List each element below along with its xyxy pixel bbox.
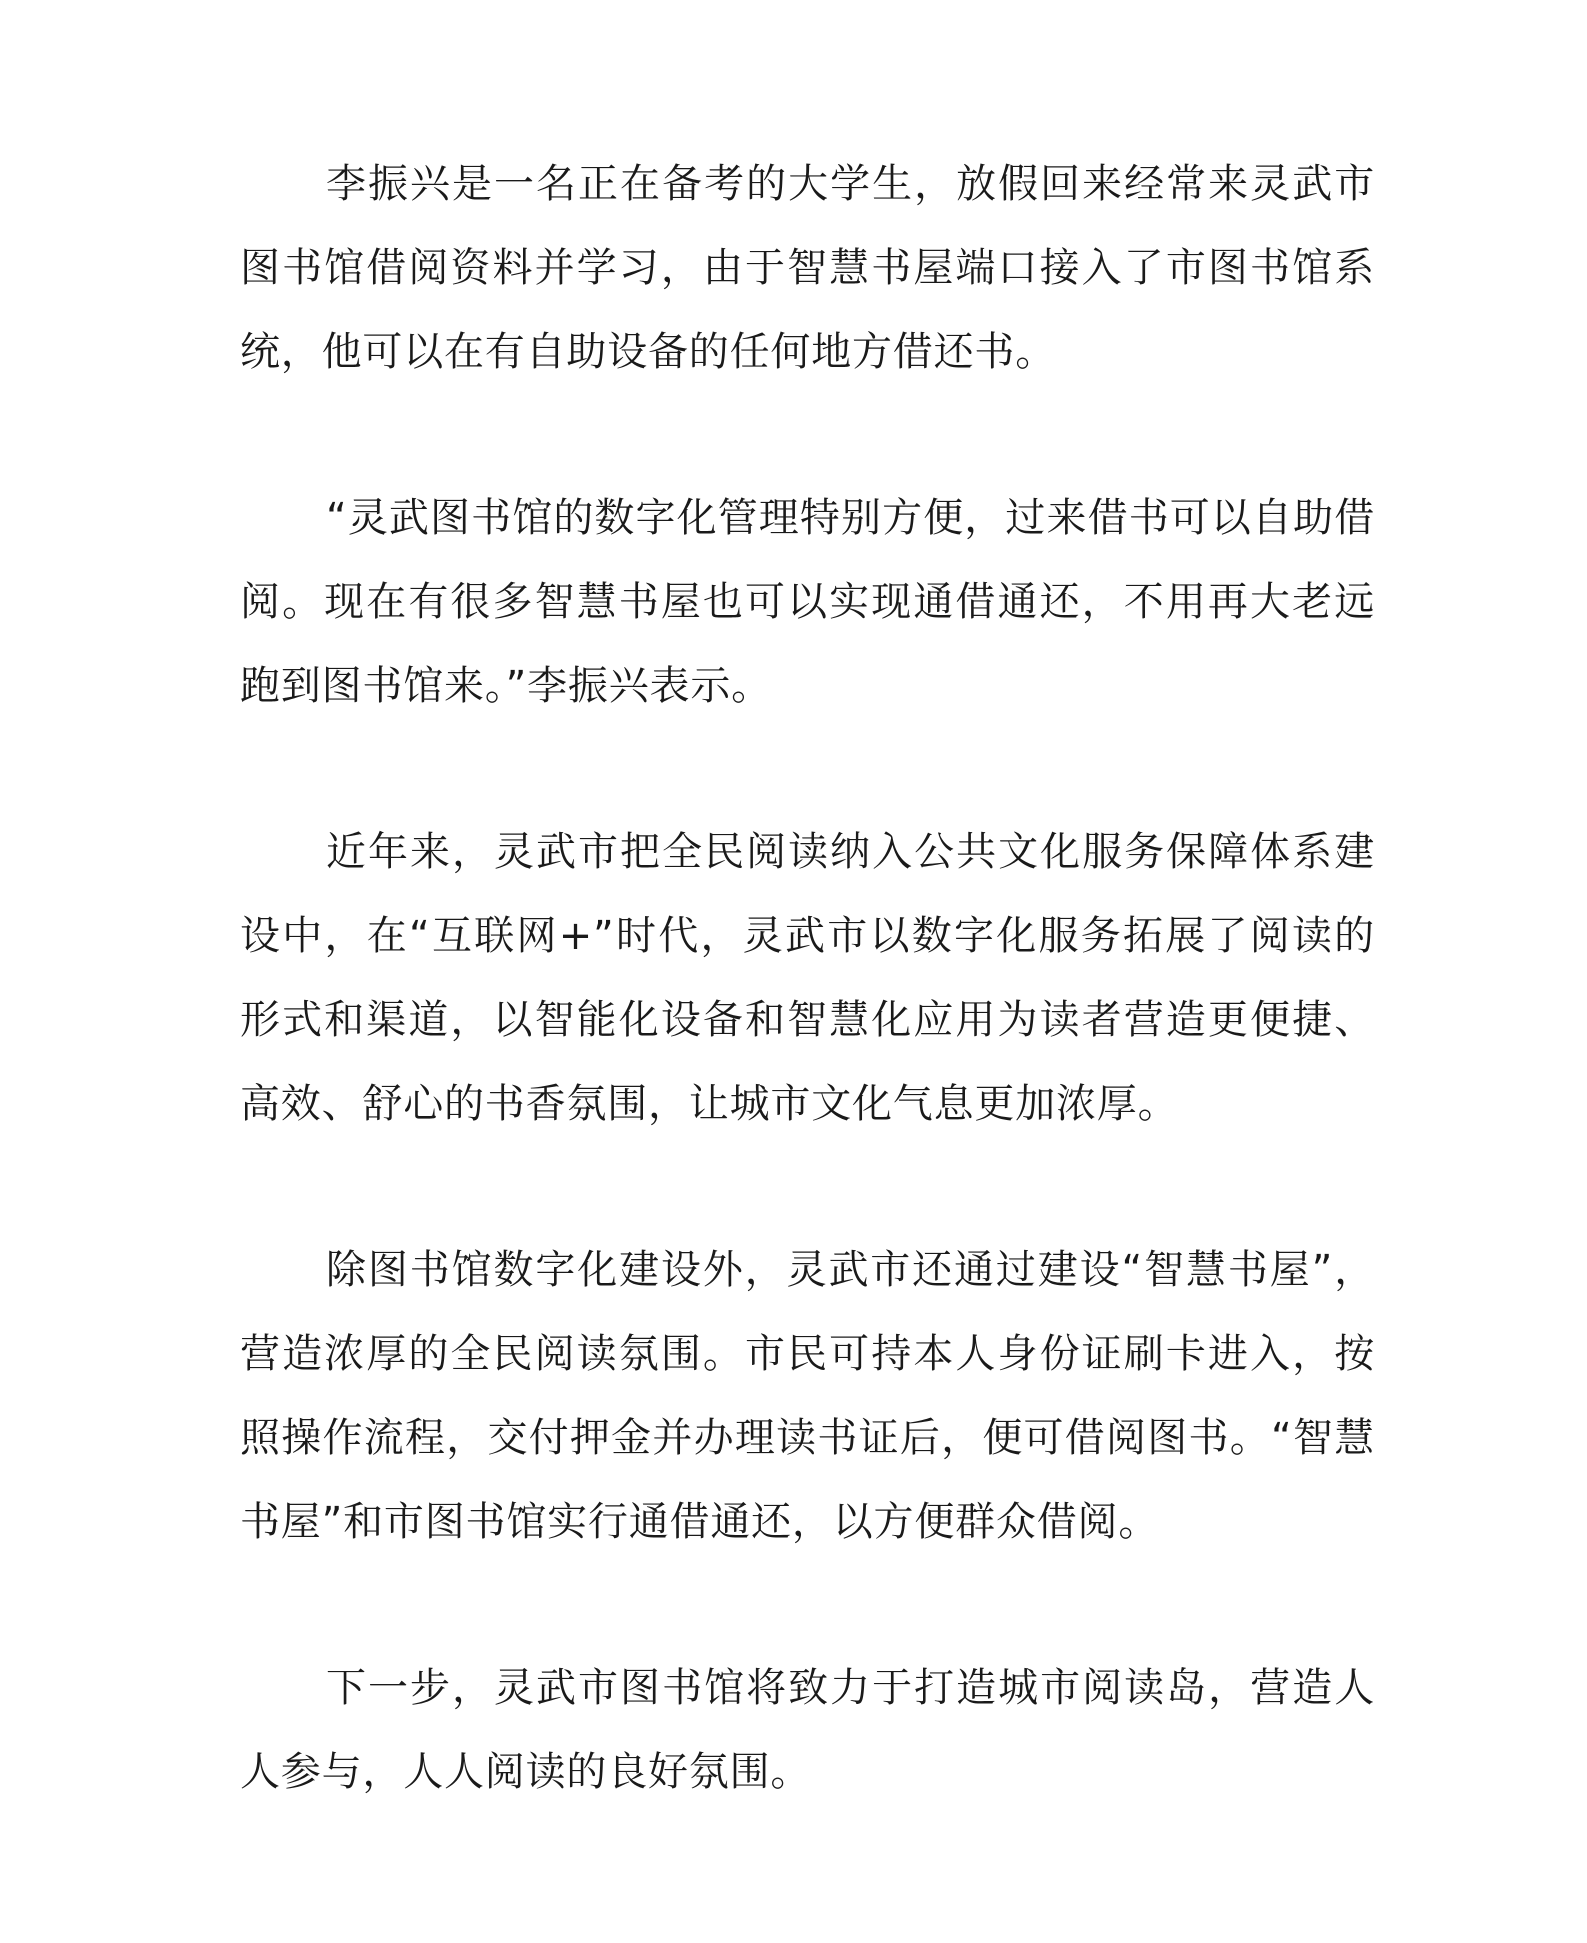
paragraph-5: 下一步，灵武市图书馆将致力于打造城市阅读岛，营造人人参与，人人阅读的良好氛围。 [240, 1665, 1375, 1795]
paragraph-1: 李振兴是一名正在备考的大学生，放假回来经常来灵武市图书馆借阅资料并学习，由于智慧书屋端口接入了市图书馆系统，他可以在有自助设备的任何地方借还书。 [240, 161, 1375, 375]
paragraph-4: 除图书馆数字化建设外，灵武市还通过建设“智慧书屋”，营造浓厚的全民阅读氛围。市民可持本人身份证刷卡进入，按照操作流程，交付押金并办理读书证后，便可借阅图书。“智慧书屋”和市图书馆实行通借通还，以方便群众借阅。 [240, 1247, 1375, 1545]
paragraph-3: 近年来，灵武市把全民阅读纳入公共文化服务保障体系建设中，在“互联网+”时代，灵武市以数字化服务拓展了阅读的形式和渠道，以智能化设备和智慧化应用为读者营造更便捷、高效、舒心的书香氛围，让城市文化气息更加浓厚。 [240, 829, 1375, 1127]
paragraph-2: “灵武图书馆的数字化管理特别方便，过来借书可以自助借阅。现在有很多智慧书屋也可以实现通借通还，不用再大老远跑到图书馆来。”李振兴表示。 [240, 495, 1375, 709]
